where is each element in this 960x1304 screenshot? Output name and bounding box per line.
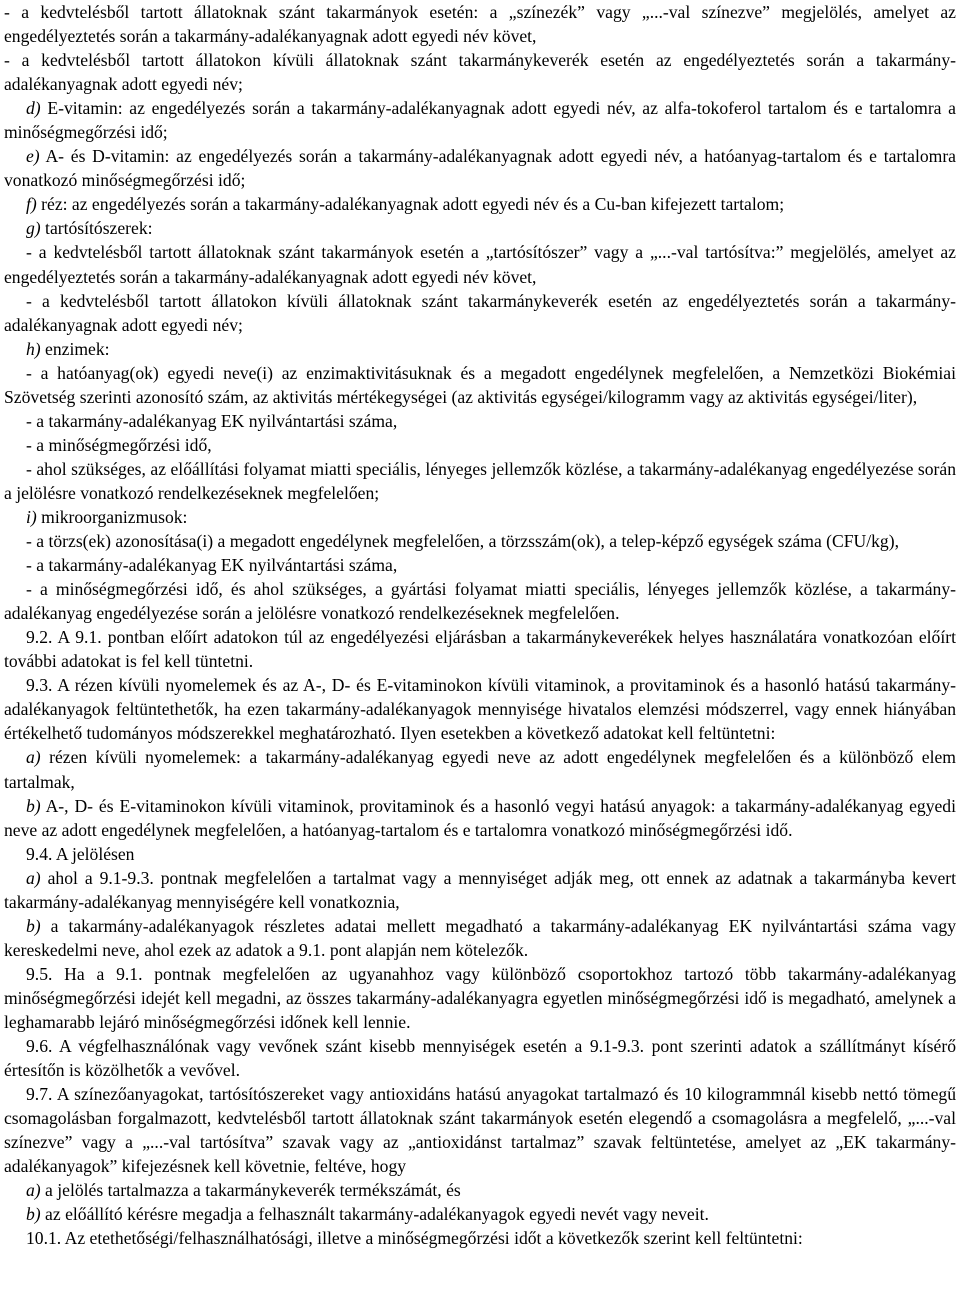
paragraph-p15	[4, 529, 956, 553]
paragraph-text: tartósítószerek:	[40, 218, 153, 239]
paragraph-p28	[4, 1178, 956, 1202]
paragraph-p8	[4, 289, 956, 337]
paragraph-text: az előállító kérésre megadja a felhasznált takarmány-adalékanyagok egyedi nevét vagy neveit.	[40, 1204, 709, 1225]
paragraph-text: 9.7. A színezőanyagokat, tartósítószereket vagy antioxidáns hatású anyagokat tartalmazó és 10 kilogrammnál kisebb nettó tömegű csomagolásban forgalmazott, kedvtelésből tartott állatoknak szánt takarmányok esetén elegendő a csomagolásra a megfelelő, „...-val színezve” vagy a „...-val tartósítva” szavak vagy az „antioxidánst tartalmaz” szavak feltüntetése, amelyet az „EK takarmány-adalékanyagok” kifejezésnek kell követnie, feltéve, hogy	[4, 1084, 956, 1177]
paragraph-p3	[4, 96, 956, 144]
paragraph-p24	[4, 914, 956, 962]
paragraph-text: 9.6. A végfelhasználónak vagy vevőnek szánt kisebb mennyiségek esetén a 9.1-9.3. pont szerinti adatok a szállítmányt kísérő értesítőn is közölhetők a vevővel.	[4, 1036, 956, 1081]
paragraph-p6	[4, 216, 956, 240]
item-label: e)	[26, 146, 40, 167]
paragraph-text: - a kedvtelésből tartott állatoknak szánt takarmányok esetén: a „színezék” vagy „...-val színezve” megjelölés, amelyet az engedélyeztetés során a takarmány-adalékanyagnak adott egyedi név követ,	[4, 2, 956, 47]
paragraph-p1	[4, 0, 956, 48]
item-label: f)	[26, 194, 37, 215]
paragraph-p23	[4, 866, 956, 914]
paragraph-text: A- és D-vitamin: az engedélyezés során a takarmány-adalékanyagnak adott egyedi név, a hatóanyag-tartalom és e tartalomra vonatkozó minőségmegőrzési idő;	[4, 146, 956, 191]
paragraph-text: 9.2. A 9.1. pontban előírt adatokon túl az engedélyezési eljárásban a takarmánykeverékek helyes használatára vonatkozóan előírt további adatokat is fel kell tüntetni.	[4, 627, 956, 672]
paragraph-p29	[4, 1202, 956, 1226]
paragraph-text: réz: az engedélyezés során a takarmány-adalékanyagnak adott egyedi név és a Cu-ban kifejezett tartalom;	[36, 194, 785, 215]
paragraph-text: - ahol szükséges, az előállítási folyamat miatti speciális, lényeges jellemzők közlése, a takarmány-adalékanyag engedélyezése során a jelölésre vonatkozó rendelkezéseknek megfelelően;	[4, 458, 956, 503]
paragraph-text: E-vitamin: az engedélyezés során a takarmány-adalékanyagnak adott egyedi név, az alfa-tokoferol tartalom és e tartalomra a minőségmegőrzési idő;	[4, 98, 956, 143]
paragraph-text: - a kedvtelésből tartott állatokon kívüli állatoknak szánt takarmánykeverék esetén az engedélyeztetés során a takarmány-adalékanyagnak adott egyedi név;	[4, 50, 956, 95]
paragraph-p2	[4, 48, 956, 96]
paragraph-text: - a kedvtelésből tartott állatoknak szánt takarmányok esetén a „tartósítószer” vagy a „...-val tartósítva:” megjelölés, amelyet az engedélyeztetés során a takarmány-adalékanyagnak adott egyedi név követ,	[4, 242, 956, 287]
paragraph-p10	[4, 361, 956, 409]
paragraph-p7	[4, 240, 956, 288]
paragraph-text: 9.5. Ha a 9.1. pontnak megfelelően az ugyanahhoz vagy különböző csoportokhoz tartozó több takarmány-adalékanyag minőségmegőrzési idejét kell megadni, az összes takarmány-adalékanyagra egyetlen minőségmegőrzési idő is megadható, amelynek a leghamarabb lejáró minőségmegőrzési időnek kell lennie.	[4, 963, 956, 1032]
paragraph-p11	[4, 409, 956, 433]
paragraph-text: 9.3. A rézen kívüli nyomelemek és az A-, D- és E-vitaminokon kívüli vitaminok, a provitaminok és a hasonló hatású takarmány-adalékanyagok feltüntethetők, ha ezen takarmány-adalékanyagok mennyisége hivatalos elemzési módszerrel, vagy ennek hiányában értékelhető tudományos módszerekkel meghatározható. Ilyen esetekben a következő adatokat kell feltüntetni:	[4, 675, 956, 744]
paragraph-p14	[4, 505, 956, 529]
paragraph-text: - a minőségmegőrzési idő,	[26, 434, 212, 455]
paragraph-p4	[4, 144, 956, 192]
paragraph-text: - a kedvtelésből tartott állatokon kívüli állatoknak szánt takarmánykeverék esetén az engedélyeztetés során a takarmány-adalékanyagnak adott egyedi név;	[4, 290, 956, 335]
paragraph-p13	[4, 457, 956, 505]
paragraph-text: - a törzs(ek) azonosítása(i) a megadott engedélynek megfelelően, a törzsszám(ok), a telep-képző egységek száma (CFU/kg),	[26, 531, 899, 552]
item-label: a)	[26, 1180, 41, 1201]
paragraph-p18	[4, 625, 956, 673]
item-label: d)	[26, 98, 41, 119]
paragraph-p17	[4, 577, 956, 625]
paragraph-text: mikroorganizmusok:	[36, 506, 188, 527]
paragraph-p26	[4, 1034, 956, 1082]
paragraph-text: A-, D- és E-vitaminokon kívüli vitaminok, provitaminok és a hasonló vegyi hatású anyagok: a takarmány-adalékanyag egyedi neve az adott engedélynek megfelelően, a hatóanyag-tartalom és e tartalomra vonatkozó minőségmegőrzési idő.	[4, 795, 956, 840]
paragraph-p30	[4, 1226, 956, 1250]
paragraph-p5	[4, 192, 956, 216]
item-label: i)	[26, 506, 37, 527]
item-label: g)	[26, 218, 41, 239]
paragraph-p20	[4, 745, 956, 793]
paragraph-text: a takarmány-adalékanyagok részletes adatai mellett megadható a takarmány-adalékanyag EK nyilvántartási száma vagy kereskedelmi neve, ahol ezek az adatok a 9.1. pont alapján nem kötelezők.	[4, 915, 956, 960]
paragraph-text: enzimek:	[40, 338, 110, 359]
paragraph-text: a jelölés tartalmazza a takarmánykeverék termékszámát, és	[40, 1180, 461, 1201]
paragraph-text: rézen kívüli nyomelemek: a takarmány-adalékanyag egyedi neve az adott engedélynek megfelelően és a különböző elem tartalmak,	[4, 747, 956, 792]
paragraph-p22	[4, 842, 956, 866]
paragraph-text: - a minőségmegőrzési idő, és ahol szükséges, a gyártási folyamat miatti speciális, lényeges jellemzők közlése, a takarmány-adalékanyag engedélyezése során a jelölésre vonatkozó rendelkezéseknek megfelelően.	[4, 579, 956, 624]
paragraph-text: - a takarmány-adalékanyag EK nyilvántartási száma,	[26, 410, 398, 431]
item-label: a)	[26, 867, 41, 888]
paragraph-p27	[4, 1082, 956, 1178]
paragraph-text: 9.4. A jelölésen	[26, 843, 135, 864]
item-label: b)	[26, 915, 41, 936]
paragraph-p9	[4, 337, 956, 361]
paragraph-p16	[4, 553, 956, 577]
paragraph-text: 10.1. Az etethetőségi/felhasználhatósági, illetve a minőségmegőrzési időt a következők szerint kell feltüntetni:	[26, 1228, 803, 1249]
item-label: a)	[26, 747, 41, 768]
paragraph-text: - a hatóanyag(ok) egyedi neve(i) az enzimaktivitásuknak és a megadott engedélynek megfelelően, a Nemzetközi Biokémiai Szövetség szerinti azonosító szám, az aktivitás mértékegységei (az aktivitás egységei/kilogramm vagy az aktivitás egységei/liter),	[4, 362, 956, 407]
item-label: h)	[26, 338, 41, 359]
paragraph-p25	[4, 962, 956, 1034]
paragraph-p19	[4, 673, 956, 745]
paragraph-p12	[4, 433, 956, 457]
item-label: b)	[26, 795, 41, 816]
item-label: b)	[26, 1204, 41, 1225]
paragraph-p21	[4, 794, 956, 842]
paragraph-text: - a takarmány-adalékanyag EK nyilvántartási száma,	[26, 555, 398, 576]
paragraph-text: ahol a 9.1-9.3. pontnak megfelelően a tartalmat vagy a mennyiséget adják meg, ott ennek az adatnak a takarmányba kevert takarmány-adalékanyag mennyiségére kell vonatkoznia,	[4, 867, 956, 912]
